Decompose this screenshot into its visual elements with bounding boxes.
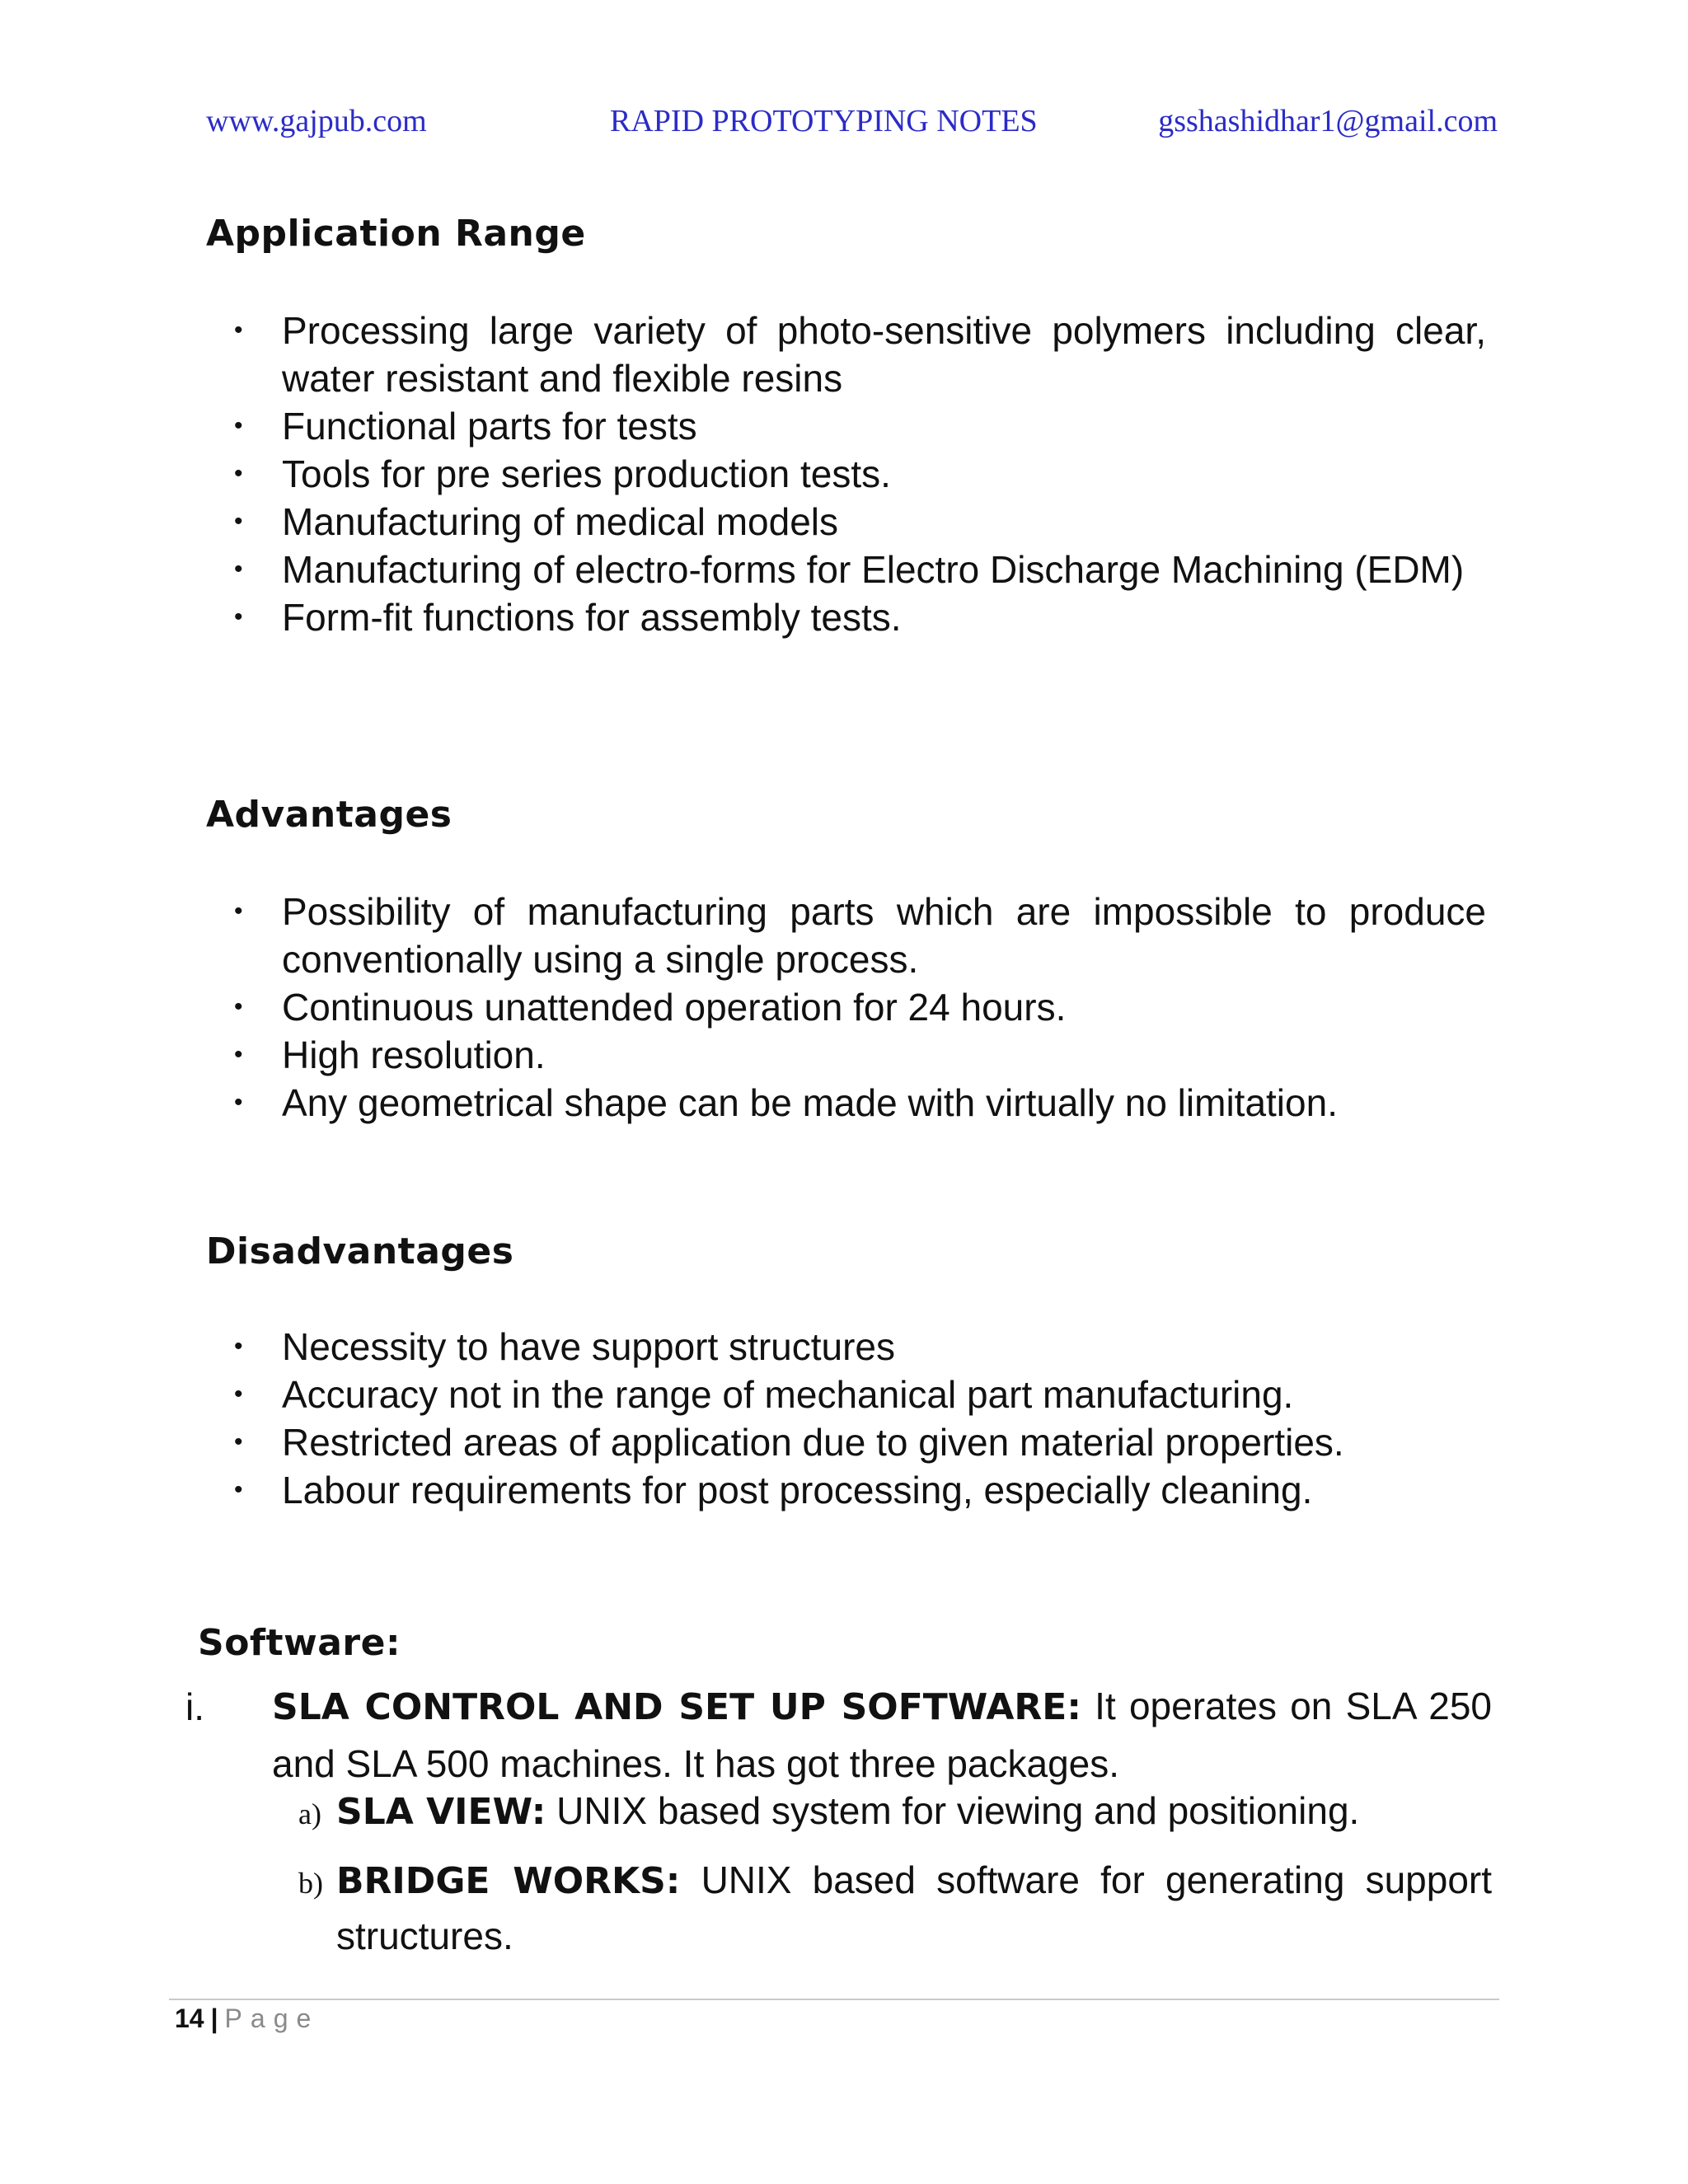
list-item: • Functional parts for tests bbox=[229, 402, 1486, 450]
list-item: • Continuous unattended operation for 24 hours. bbox=[229, 983, 1486, 1031]
footer-separator: | bbox=[210, 2004, 218, 2033]
bullet-icon: • bbox=[234, 1089, 243, 1116]
bullet-icon: • bbox=[234, 508, 243, 535]
sub-item-term: BRIDGE WORKS bbox=[336, 1860, 666, 1902]
software-term: SLA CONTROL AND SET UP SOFTWARE bbox=[272, 1686, 1067, 1728]
page-footer bbox=[175, 2004, 319, 2034]
header-email: gsshashidhar1@gmail.com bbox=[1158, 104, 1498, 138]
bullet-icon: • bbox=[234, 603, 243, 630]
software-item-marker: i. bbox=[185, 1685, 204, 1728]
sub-item-marker-b: b) bbox=[298, 1867, 323, 1900]
bullet-icon: • bbox=[234, 1476, 243, 1503]
section-heading-advantages: Advantages bbox=[206, 794, 452, 836]
list-item: • Any geometrical shape can be made with virtually no limitation. bbox=[229, 1079, 1486, 1127]
disadvantages-list bbox=[229, 1323, 1486, 1514]
list-item: • Accuracy not in the range of mechanical part manufacturing. bbox=[229, 1371, 1486, 1418]
list-item: • Possibility of manufacturing parts which are impossible to produce conventionally using a single process. bbox=[229, 888, 1486, 983]
application-range-list bbox=[229, 307, 1486, 641]
page-label: Page bbox=[224, 2004, 320, 2033]
header-title: RAPID PROTOTYPING NOTES bbox=[610, 104, 1038, 138]
bullet-icon: • bbox=[234, 1333, 243, 1360]
list-item: • Necessity to have support structures bbox=[229, 1323, 1486, 1371]
list-item: • Tools for pre series production tests. bbox=[229, 450, 1486, 498]
list-item: • Manufacturing of electro-forms for Electro Discharge Machining (EDM) bbox=[229, 546, 1486, 593]
sub-item-term: SLA VIEW bbox=[336, 1791, 532, 1833]
bullet-icon: • bbox=[234, 460, 243, 487]
list-item: • High resolution. bbox=[229, 1031, 1486, 1079]
section-heading-software: Software: bbox=[198, 1622, 401, 1664]
section-heading-application-range: Application Range bbox=[206, 213, 586, 255]
software-item-sla-control: SLA CONTROL AND SET UP SOFTWARE: It operates on SLA 250 and SLA 500 machines. It has got three packages. bbox=[272, 1685, 1492, 1785]
bullet-icon: • bbox=[234, 1041, 243, 1068]
list-item: • Form-fit functions for assembly tests. bbox=[229, 593, 1486, 641]
sub-item-bridge-works: BRIDGE WORKS: UNIX based software for generating support structures. bbox=[336, 1858, 1492, 1957]
list-item: • Manufacturing of medical models bbox=[229, 498, 1486, 546]
bullet-icon: • bbox=[234, 316, 243, 344]
list-item: • Restricted areas of application due to given material properties. bbox=[229, 1418, 1486, 1466]
sub-item-marker-a: a) bbox=[298, 1797, 321, 1830]
footer-divider bbox=[169, 1999, 1499, 2000]
sub-item-description: UNIX based software for generating support structures. bbox=[336, 1858, 1492, 1957]
software-description: It operates on SLA 250 and SLA 500 machines. It has got three packages. bbox=[272, 1685, 1492, 1785]
advantages-list bbox=[229, 888, 1486, 1127]
sub-item-description: UNIX based system for viewing and positioning. bbox=[546, 1789, 1360, 1832]
header-website: www.gajpub.com bbox=[206, 104, 427, 138]
section-heading-disadvantages: Disadvantages bbox=[206, 1230, 514, 1272]
bullet-icon: • bbox=[234, 993, 243, 1020]
list-item: • Processing large variety of photo-sensitive polymers including clear, water resistant and flexible resins bbox=[229, 307, 1486, 402]
bullet-icon: • bbox=[234, 898, 243, 925]
bullet-icon: • bbox=[234, 555, 243, 583]
list-item: • Labour requirements for post processing, especially cleaning. bbox=[229, 1466, 1486, 1514]
page-number: 14 bbox=[175, 2004, 204, 2033]
bullet-icon: • bbox=[234, 1380, 243, 1408]
sub-item-sla-view: SLA VIEW: UNIX based system for viewing and positioning. bbox=[336, 1789, 1360, 1833]
bullet-icon: • bbox=[234, 1428, 243, 1455]
bullet-icon: • bbox=[234, 412, 243, 439]
